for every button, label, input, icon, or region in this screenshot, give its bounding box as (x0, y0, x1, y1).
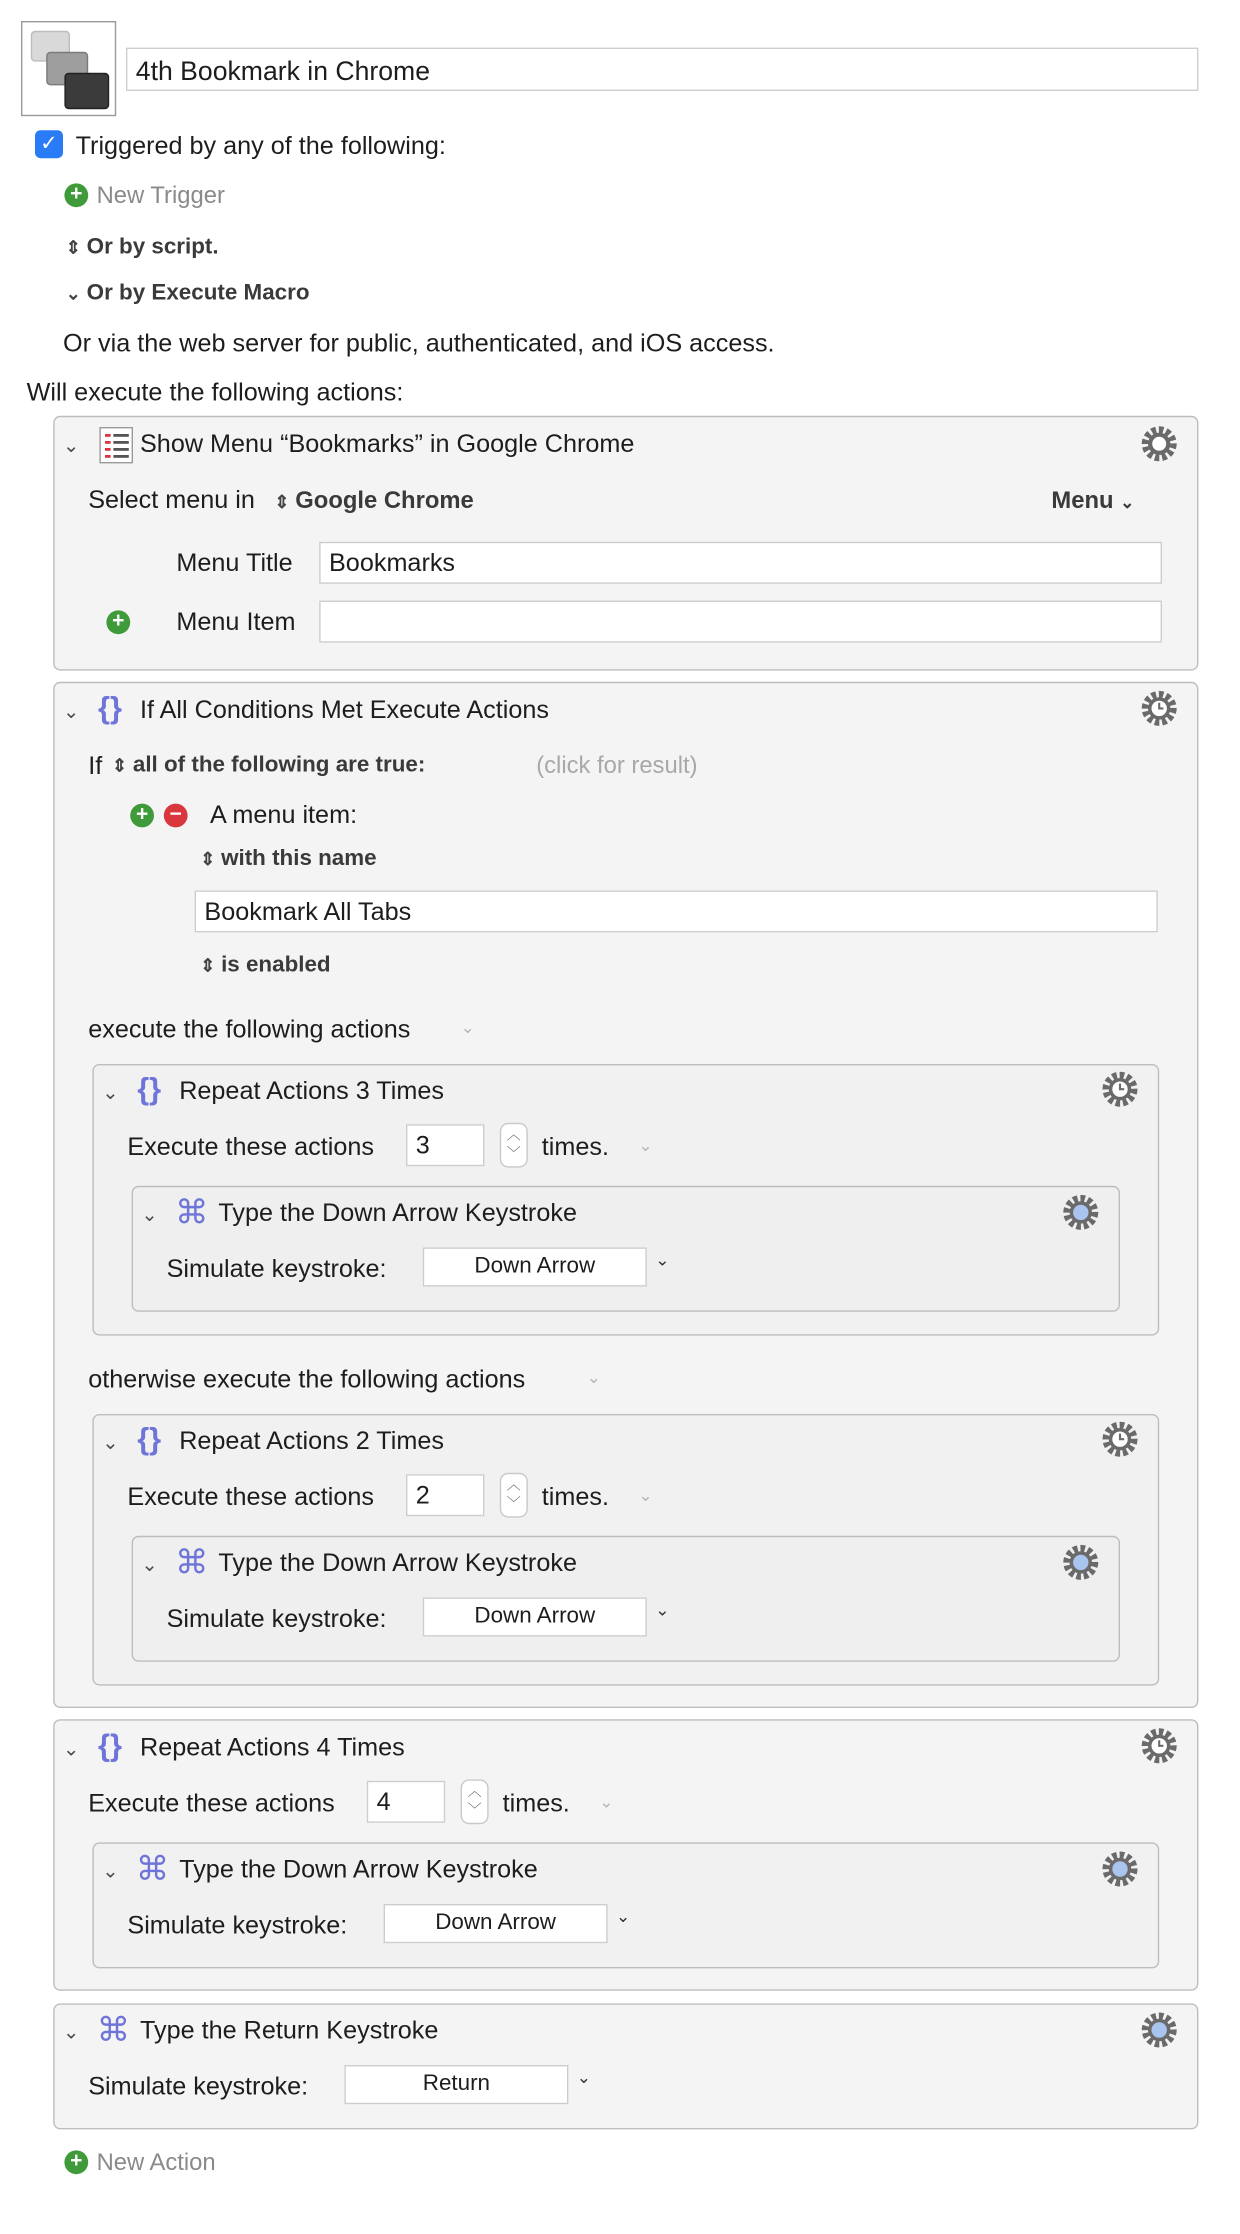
chevron-down-icon[interactable]: ⌄ (616, 1906, 631, 1927)
menu-item-input[interactable] (319, 601, 1162, 643)
triggered-label: Triggered by any of the following: (75, 131, 446, 160)
simulate-keystroke-label: Simulate keystroke: (127, 1911, 348, 1939)
chevron-down-icon[interactable]: ⌄ (599, 1792, 614, 1812)
action-title: Repeat Actions 2 Times (179, 1426, 444, 1455)
chevron-down-icon[interactable]: ⌄ (655, 1250, 670, 1270)
click-for-result[interactable]: (click for result) (536, 751, 698, 779)
web-server-text: Or via the web server for public, authenticated, and iOS access. (63, 329, 775, 357)
keystroke-field[interactable]: Down Arrow (384, 1904, 608, 1943)
keystroke-field[interactable]: Down Arrow (423, 1247, 647, 1286)
add-menu-item-icon[interactable]: + (106, 610, 130, 634)
chevron-down-icon[interactable]: ⌄ (655, 1600, 670, 1620)
else-actions-label: otherwise execute the following actions (88, 1365, 526, 1393)
gear-clock-icon[interactable] (1100, 1070, 1139, 1109)
updown-chevron-icon: ⇕ (65, 236, 82, 258)
collapse-chevron-icon[interactable]: ⌄ (102, 1430, 119, 1454)
collapse-chevron-icon[interactable]: ⌄ (63, 700, 80, 723)
collapse-chevron-icon[interactable]: ⌄ (63, 434, 80, 457)
menu-list-icon (99, 427, 133, 463)
command-key-icon: ⌘ (135, 1850, 170, 1889)
action-title: Type the Down Arrow Keystroke (179, 1855, 538, 1883)
chevron-down-icon[interactable]: ⌄ (638, 1485, 653, 1505)
gear-icon[interactable] (1140, 424, 1179, 463)
action-title: If All Conditions Met Execute Actions (140, 695, 550, 724)
menu-title-label: Menu Title (176, 548, 293, 577)
app-selector[interactable]: ⇕ Google Chrome (274, 487, 474, 514)
chevron-down-icon[interactable]: ⌄ (638, 1135, 653, 1155)
chevron-down-icon[interactable]: ⌄ (460, 1017, 475, 1038)
execute-these-label: Execute these actions (127, 1132, 374, 1161)
command-key-icon: ⌘ (96, 2011, 131, 2050)
repeat-count-input[interactable]: 2 (406, 1474, 484, 1516)
action-title: Repeat Actions 4 Times (140, 1733, 405, 1762)
new-action-link[interactable]: New Action (96, 2149, 216, 2176)
remove-condition-icon[interactable]: − (164, 804, 188, 828)
gear-clock-icon[interactable] (1100, 1420, 1139, 1459)
chevron-down-icon[interactable]: ⌄ (586, 1367, 601, 1388)
menu-item-name-input[interactable]: Bookmark All Tabs (195, 890, 1158, 932)
command-key-icon: ⌘ (175, 1194, 209, 1232)
collapse-chevron-icon[interactable]: ⌄ (63, 2020, 80, 2043)
keystroke-field[interactable]: Return (344, 2065, 568, 2104)
add-condition-icon[interactable]: + (130, 804, 154, 828)
action-title: Show Menu “Bookmarks” in Google Chrome (140, 429, 635, 458)
repeat-count-input[interactable]: 4 (367, 1781, 445, 1823)
gear-icon[interactable] (1061, 1543, 1100, 1582)
collapse-chevron-icon[interactable]: ⌄ (141, 1552, 158, 1575)
keystroke-field[interactable]: Down Arrow (423, 1597, 647, 1636)
then-actions-label: execute the following actions (88, 1015, 411, 1043)
add-trigger-icon[interactable]: + (64, 183, 88, 207)
collapse-chevron-icon[interactable]: ⌄ (102, 1859, 119, 1882)
state-selector[interactable]: ⇕ is enabled (200, 953, 331, 978)
action-title: Type the Return Keystroke (140, 2016, 439, 2044)
times-label: times. (502, 1789, 570, 1818)
or-by-script-disclosure[interactable]: ⇕ Or by script. (65, 235, 219, 259)
macro-icon[interactable] (21, 21, 116, 116)
will-execute-label: Will execute the following actions: (26, 378, 404, 406)
braces-icon: {} (98, 1727, 122, 1763)
times-label: times. (541, 1482, 610, 1511)
menu-item-label: Menu Item (176, 607, 296, 636)
execute-these-label: Execute these actions (127, 1482, 374, 1511)
chevron-down-icon: ⌄ (65, 282, 82, 304)
action-title: Type the Down Arrow Keystroke (218, 1548, 577, 1577)
chevron-down-icon: ⌄ (1120, 492, 1135, 513)
add-action-icon[interactable]: + (64, 2150, 88, 2174)
repeat-count-stepper[interactable]: ︿ ﹀ (500, 1473, 528, 1518)
macro-title-input[interactable]: 4th Bookmark in Chrome (126, 48, 1198, 91)
menu-title-input[interactable]: Bookmarks (319, 542, 1162, 584)
command-key-icon: ⌘ (175, 1544, 209, 1582)
menu-dropdown[interactable]: Menu ⌄ (1051, 487, 1135, 514)
repeat-count-stepper[interactable]: ︿ ﹀ (500, 1123, 528, 1168)
simulate-keystroke-label: Simulate keystroke: (88, 2072, 309, 2100)
simulate-keystroke-label: Simulate keystroke: (166, 1254, 387, 1283)
repeat-count-stepper[interactable]: ︿ ﹀ (461, 1779, 489, 1824)
gear-clock-icon[interactable] (1140, 689, 1179, 728)
braces-icon: {} (137, 1071, 162, 1106)
or-by-execute-macro-disclosure[interactable]: ⌄ Or by Execute Macro (65, 281, 310, 306)
triggered-checkbox[interactable]: ✓ (35, 130, 63, 158)
gear-clock-icon[interactable] (1140, 1726, 1179, 1765)
times-label: times. (541, 1132, 610, 1161)
updown-chevron-icon: ⇕ (200, 954, 216, 976)
name-match-selector[interactable]: ⇕ with this name (200, 847, 377, 871)
chevron-down-icon[interactable]: ⌄ (576, 2067, 591, 2088)
execute-these-label: Execute these actions (88, 1789, 335, 1818)
braces-icon: {} (137, 1421, 162, 1456)
braces-icon: {} (98, 690, 122, 726)
updown-chevron-icon: ⇕ (200, 848, 216, 870)
condition-type-label: A menu item: (210, 800, 358, 829)
simulate-keystroke-label: Simulate keystroke: (166, 1604, 387, 1633)
updown-chevron-icon: ⇕ (274, 491, 290, 513)
collapse-chevron-icon[interactable]: ⌄ (63, 1737, 80, 1760)
gear-icon[interactable] (1061, 1193, 1100, 1232)
repeat-count-input[interactable]: 3 (406, 1124, 484, 1166)
gear-icon[interactable] (1100, 1849, 1139, 1888)
action-title: Type the Down Arrow Keystroke (218, 1198, 577, 1227)
collapse-chevron-icon[interactable]: ⌄ (141, 1202, 158, 1225)
action-title: Repeat Actions 3 Times (179, 1076, 444, 1105)
collapse-chevron-icon[interactable]: ⌄ (102, 1080, 119, 1104)
if-label: If (88, 751, 103, 780)
gear-icon[interactable] (1140, 2010, 1179, 2049)
select-menu-in-label: Select menu in (88, 485, 255, 514)
condition-mode-selector[interactable]: ⇕ all of the following are true: (112, 753, 426, 777)
new-trigger-link[interactable]: New Trigger (96, 182, 225, 209)
updown-chevron-icon: ⇕ (112, 754, 128, 776)
